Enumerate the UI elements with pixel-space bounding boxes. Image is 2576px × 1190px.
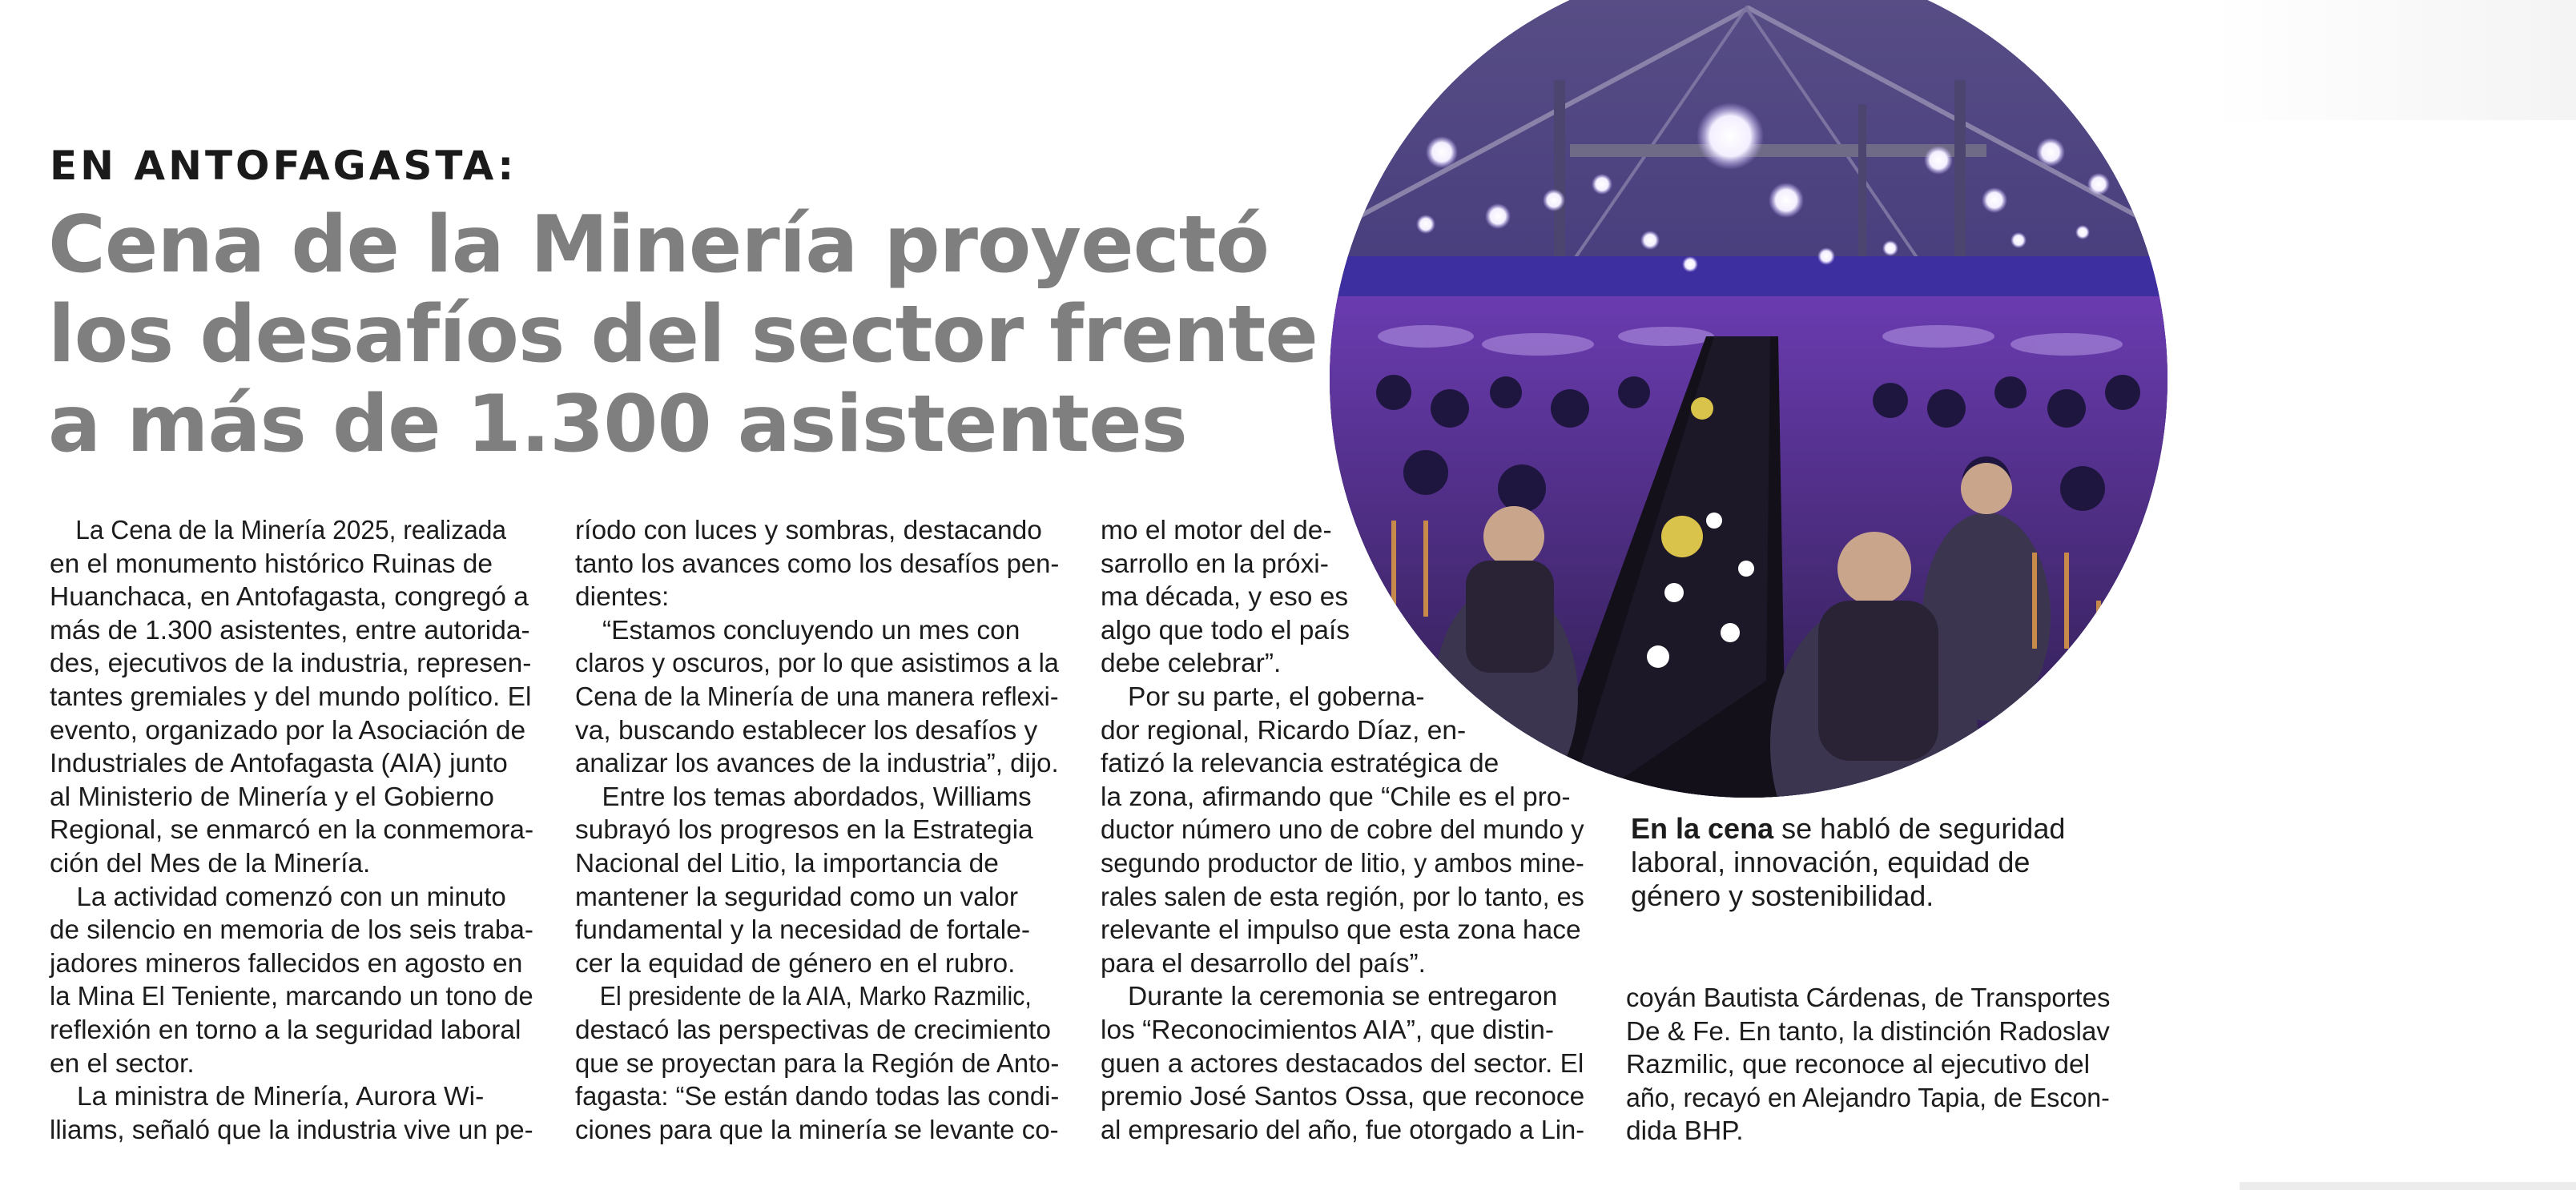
article-kicker: EN ANTOFAGASTA: <box>50 143 517 189</box>
caption-lead: En la cena <box>1631 812 1774 845</box>
photo-caption <box>1631 812 2111 913</box>
text-line: fatizó la relevancia estratégica de <box>1101 749 1499 779</box>
text-line: para el desarrollo del país”. <box>1101 948 1426 979</box>
text-line: Huanchaca, en Antofagasta, congregó a <box>50 582 529 613</box>
text-line: ción del Mes de la Minería. <box>50 848 371 878</box>
text-line: jadores mineros fallecidos en agosto en <box>50 948 523 979</box>
text-line: des, ejecutivos de la industria, represen- <box>50 649 532 679</box>
text-line: debe celebrar”. <box>1101 649 1282 679</box>
text-line: Por su parte, el goberna- <box>1128 681 1425 712</box>
text-line: la zona, afirmando que “Chile es el pro- <box>1101 782 1571 812</box>
text-line: tanto los avances como los desafíos pen- <box>575 549 1060 579</box>
paragraph <box>50 1080 533 1147</box>
text-line: La ministra de Minería, Aurora Wi- <box>77 1082 485 1112</box>
text-line: que se proyectan para la Región de Anto- <box>575 1048 1060 1079</box>
text-line: ciones para que la minería se levante co- <box>575 1115 1059 1145</box>
text-line: Nacional del Litio, la importancia de <box>575 848 999 878</box>
text-line: analizar los avances de la industria”, dijo. <box>575 749 1059 779</box>
paragraph <box>50 881 533 1081</box>
text-line: al empresario del año, fue otorgado a Lin- <box>1101 1115 1585 1145</box>
text-line: Cena de la Minería de una manera reflexi- <box>575 681 1059 712</box>
headline-line: Cena de la Minería proyectó <box>48 199 1269 291</box>
text-line: rales salen de esta región, por lo tanto, es <box>1101 882 1584 912</box>
text-line: dida BHP. <box>1626 1116 1744 1147</box>
text-line: Industriales de Antofagasta (AIA) junto <box>50 749 508 779</box>
paragraph <box>575 781 1059 981</box>
article-column-2 <box>575 514 1059 1147</box>
text-line: relevante el impulso que esta zona hace <box>1101 915 1581 946</box>
text-line: de silencio en memoria de los seis traba- <box>50 915 533 946</box>
paragraph <box>575 980 1059 1147</box>
text-line: ma década, y eso es <box>1101 582 1349 613</box>
text-line: cer la equidad de género en el rubro. <box>575 948 1016 979</box>
text-line: al Ministerio de Minería y el Gobierno <box>50 782 494 812</box>
text-line: Entre los temas abordados, Williams <box>602 782 1032 812</box>
text-line: la Mina El Teniente, marcando un tono de <box>50 982 533 1012</box>
article-column-4 <box>1626 982 2110 1148</box>
paragraph <box>1101 514 1584 681</box>
text-line: dientes: <box>575 582 670 613</box>
text-line: tantes gremiales y del mundo político. El <box>50 681 532 712</box>
text-line: mo el motor del de- <box>1101 516 1332 545</box>
text-line: coyán Bautista Cárdenas, de Transportes <box>1626 983 2111 1013</box>
text-line: más de 1.300 asistentes, entre autorida- <box>50 615 530 645</box>
text-line: evento, organizado por la Asociación de <box>50 715 526 746</box>
caption-text: se habló de seguridad laboral, innovación, equidad de género y sostenibilidad. <box>1631 812 2066 912</box>
text-line: De & Fe. En tanto, la distinción Radoslav <box>1626 1016 2110 1047</box>
text-line: mantener la seguridad como un valor <box>575 882 1019 912</box>
text-line: “Estamos concluyendo un mes con <box>602 615 1020 645</box>
text-line: Regional, se enmarcó en la conmemora- <box>50 815 534 846</box>
text-line: premio José Santos Ossa, que reconoce <box>1101 1082 1585 1112</box>
text-line: año, recayó en Alejandro Tapia, de Escon- <box>1626 1083 2110 1113</box>
text-line: ductor número uno de cobre del mundo y <box>1101 815 1584 846</box>
article-headline <box>48 200 1346 469</box>
text-line: fundamental y la necesidad de fortale- <box>575 915 1030 946</box>
text-line: en el monumento histórico Ruinas de <box>50 549 493 579</box>
text-line: va, buscando establecer los desafíos y <box>575 715 1038 746</box>
text-line: ríodo con luces y sombras, destacando <box>575 516 1042 545</box>
text-line: sarrollo en la próxi- <box>1101 549 1329 579</box>
text-line: claros y oscuros, por lo que asistimos a la <box>575 649 1059 679</box>
paragraph <box>1101 980 1584 1147</box>
text-line: algo que todo el país <box>1101 615 1350 645</box>
text-line: Durante la ceremonia se entregaron <box>1128 982 1558 1012</box>
text-line: El presidente de la AIA, Marko Razmilic, <box>599 982 1032 1012</box>
text-line: guen a actores destacados del sector. El <box>1101 1048 1584 1079</box>
page-edge-strip <box>2240 1182 2576 1190</box>
text-line: fagasta: “Se están dando todas las condi- <box>575 1082 1060 1112</box>
paragraph <box>575 614 1059 781</box>
text-line: subrayó los progresos en la Estrategia <box>575 815 1033 846</box>
text-line: dor regional, Ricardo Díaz, en- <box>1101 715 1467 746</box>
article-column-1 <box>50 514 533 1147</box>
text-line: en el sector. <box>50 1048 195 1079</box>
text-line: destacó las perspectivas de crecimiento <box>575 1015 1051 1045</box>
paragraph <box>1101 681 1584 980</box>
article-column-3 <box>1101 514 1584 1147</box>
text-line: Razmilic, que reconoce al ejecutivo del <box>1626 1050 2091 1080</box>
paragraph <box>1626 982 2110 1148</box>
text-line: La Cena de la Minería 2025, realizada <box>75 516 506 545</box>
text-line: reflexión en torno a la seguridad laboral <box>50 1015 521 1045</box>
paragraph <box>575 514 1059 614</box>
page-edge-shadow <box>2208 0 2576 120</box>
headline-line: a más de 1.300 asistentes <box>48 379 1187 470</box>
headline-line: los desafíos del sector frente <box>48 289 1318 380</box>
text-line: segundo productor de litio, y ambos mine- <box>1101 848 1584 878</box>
text-line: los “Reconocimientos AIA”, que distin- <box>1101 1015 1555 1045</box>
paragraph <box>50 514 533 881</box>
text-line: lliams, señaló que la industria vive un pe- <box>50 1115 533 1145</box>
text-line: La actividad comenzó con un minuto <box>76 882 506 912</box>
